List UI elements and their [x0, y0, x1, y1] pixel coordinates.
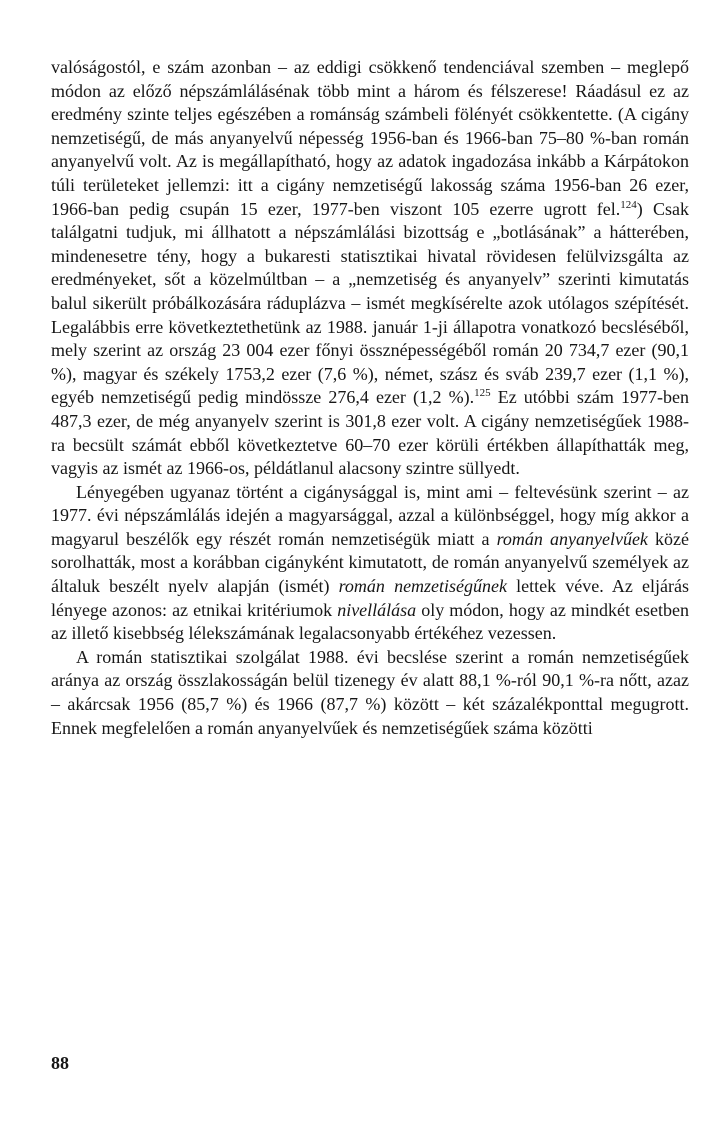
paragraph-2-italic-2: román nemzetiségűnek: [338, 576, 508, 597]
paragraph-2-text-2: közé sorolhatták, most a korábban cigányként kimutatott, de román anyanyelvű személyek az általuk beszélt nyelv alapján (ismét): [51, 528, 690, 597]
paragraph-2-text-4: oly módon, hogy az mindkét esetben az illető kisebbség lélekszámának legalacsonyabb értékéhez vezessen.: [51, 599, 689, 644]
paragraph-3-text-1: A román statisztikai szolgálat 1988. évi becslése szerint a román nemzetiségűek aránya az ország összlakosságán belül tizenegy év alatt 88,1 %-ról 90,1 %-ra nőtt, azaz – akárcsak 1956 (85,7 %) és 1966 (87,7 %) között – két százalékponttal megugrott. Ennek megfelelően a román anyanyelvűek és nemzetiségűek száma közötti: [51, 646, 689, 738]
paragraph-1-text-3: Ez utóbbi szám 1977-ben 487,3 ezer, de még anyanyelv szerint is 301,8 ezer volt. A cigány nemzetiségűek 1988-ra becsült számát ebből következtetve 60–70 ezer körüli értékben állapíthatták meg, vagyis az ismét az 1966-os, példátlanul alacsony szintre süllyedt.: [51, 387, 689, 479]
footnote-ref-124: 124: [620, 198, 637, 211]
paragraph-1: [51, 56, 689, 481]
paragraph-2-italic-1: román anyanyelvűek: [496, 528, 648, 549]
paragraph-1-text-1: valóságostól, e szám azonban – az eddigi csökkenő tendenciával szemben – meglepő módon az előző népszámlálásénak több mint a három és félszerese! Ráadásul ez az eredmény szinte teljes egészében a románság számbeli fölényét csökkentette. (A cigány nemzetiségű, de más anyanyelvű népesség 1956-ban és 1966-ban 75–80 %-ban román anyanyelvű volt. Az is megállapítható, hogy az adatok ingadozása inkább a Kárpátokon túli területeket jellemzi: itt a cigány nemzetiségű lakosság száma 1956-ban 26 ezer, 1966-ban pedig csupán 15 ezer, 1977-ben viszont 105 ezerre ugrott fel.: [51, 57, 689, 219]
paragraph-2-text-3: lettek véve. Az eljárás lényege azonos: az etnikai kritériumok: [51, 576, 689, 620]
paragraph-2-italic-3: nivellálása: [337, 599, 417, 620]
book-page-body: [51, 56, 689, 740]
paragraph-2-text-1: Lényegében ugyanaz történt a cigánysággal is, mint ami – feltevésünk szerint – az 1977. évi népszámlálás idején a magyarsággal, azzal a különbséggel, hogy míg akkor a magyarul beszélők egy részét román nemzetiségük miatt a: [51, 481, 689, 549]
footnote-ref-125: 125: [474, 387, 491, 400]
paragraph-1-text-2: ) Csak találgatni tudjuk, mi állhatott a népszámlálási bizottság e „botlásának” a hátterében, mindenesetre tény, hogy a bukaresti statisztikai hivatal rövidesen felülvizsgálta az eredményeket, sőt a közelmúltban – a „nemzetiség és anyanyelv” szerinti kimutatás balul sikerült próbálkozására ráduplázva – ismét megkísérelte azok utólagos szépítését. Legalábbis erre következtethetünk az 1988. január 1-ji állapotra vonatkozó becsléséből, mely szerint az ország 23 004 ezer főnyi össznépességéből román 20 734,7 ezer (90,1 %), magyar és székely 1753,2 ezer (7,6 %), német, szász és sváb 239,7 ezer (1,1 %), egyéb nemzetiségű pedig mindössze 276,4 ezer (1,2 %).: [51, 198, 689, 408]
paragraph-2: [51, 481, 689, 646]
paragraph-3: [51, 646, 689, 740]
page-number: 88: [51, 1053, 69, 1073]
